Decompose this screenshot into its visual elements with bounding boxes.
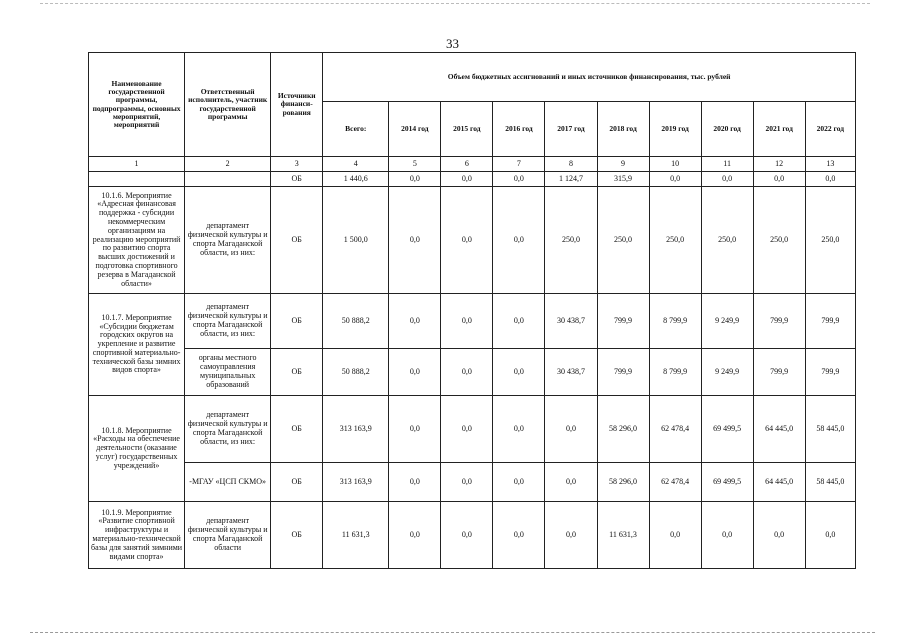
column-number: 8 <box>545 157 597 172</box>
row-value: 9 249,9 <box>701 349 753 396</box>
table-row <box>89 502 856 569</box>
row-value: 58 445,0 <box>805 463 855 502</box>
row-value: 0,0 <box>701 172 753 187</box>
row-value: 69 499,5 <box>701 396 753 463</box>
row-value: 0,0 <box>441 463 493 502</box>
row-name <box>89 172 185 187</box>
row-value: 0,0 <box>649 172 701 187</box>
row-value: 62 478,4 <box>649 396 701 463</box>
table-row <box>89 349 856 396</box>
row-value: 8 799,9 <box>649 294 701 349</box>
row-value: 0,0 <box>753 172 805 187</box>
row-value: 30 438,7 <box>545 294 597 349</box>
header-total: Всего: <box>323 102 389 157</box>
row-executor: органы местного самоуправления муниципальных образований <box>185 349 271 396</box>
row-source: ОБ <box>271 463 323 502</box>
row-name: 10.1.9. Мероприятие «Развитие спортивной инфраструктуры и материально-технической базы для занятий зимними видами спорта» <box>89 502 185 569</box>
row-value: 0,0 <box>441 172 493 187</box>
row-value: 799,9 <box>597 294 649 349</box>
column-number: 5 <box>389 157 441 172</box>
row-value: 0,0 <box>701 502 753 569</box>
column-number: 4 <box>323 157 389 172</box>
row-value: 62 478,4 <box>649 463 701 502</box>
row-value: 250,0 <box>649 187 701 294</box>
row-value: 250,0 <box>701 187 753 294</box>
row-value: 11 631,3 <box>597 502 649 569</box>
row-value: 1 440,6 <box>323 172 389 187</box>
column-number: 12 <box>753 157 805 172</box>
column-number: 11 <box>701 157 753 172</box>
row-value: 1 124,7 <box>545 172 597 187</box>
row-value: 0,0 <box>545 396 597 463</box>
row-executor: департамент физической культуры и спорта Магаданской области, из них: <box>185 187 271 294</box>
header-year: 2019 год <box>649 102 701 157</box>
row-value: 30 438,7 <box>545 349 597 396</box>
header-year: 2022 год <box>805 102 855 157</box>
row-name: 10.1.7. Мероприятие «Субсидии бюджетам городских округов на укрепление и развитие спортивной материально-технической базы зимних видов спорта» <box>89 294 185 396</box>
header-name: Наименование государственной программы, подпрограммы, основных мероприятий, мероприятий <box>89 53 185 157</box>
row-value: 799,9 <box>805 294 855 349</box>
header-year: 2020 год <box>701 102 753 157</box>
row-value: 58 296,0 <box>597 463 649 502</box>
row-value: 8 799,9 <box>649 349 701 396</box>
row-value: 799,9 <box>597 349 649 396</box>
row-executor: департамент физической культуры и спорта Магаданской области, из них: <box>185 396 271 463</box>
row-value: 0,0 <box>493 294 545 349</box>
header-row <box>89 53 856 102</box>
row-value: 69 499,5 <box>701 463 753 502</box>
row-value: 58 445,0 <box>805 396 855 463</box>
budget-table <box>88 52 856 569</box>
row-value: 9 249,9 <box>701 294 753 349</box>
row-value: 0,0 <box>441 294 493 349</box>
header-year: 2015 год <box>441 102 493 157</box>
row-executor: департамент физической культуры и спорта Магаданской области <box>185 502 271 569</box>
row-value: 0,0 <box>441 349 493 396</box>
table-row <box>89 396 856 463</box>
row-value: 58 296,0 <box>597 396 649 463</box>
row-value: 0,0 <box>805 502 855 569</box>
row-value: 315,9 <box>597 172 649 187</box>
row-value: 0,0 <box>753 502 805 569</box>
row-source: ОБ <box>271 502 323 569</box>
header-year: 2014 год <box>389 102 441 157</box>
column-number: 13 <box>805 157 855 172</box>
column-number: 1 <box>89 157 185 172</box>
row-value: 0,0 <box>389 463 441 502</box>
table-row <box>89 463 856 502</box>
header-source: Источники финанси-рования <box>271 53 323 157</box>
header-year: 2016 год <box>493 102 545 157</box>
row-name: 10.1.6. Мероприятие «Адресная финансовая поддержка - субсидии некоммерческим организациям на реализацию мероприятий по развитию спорта высших достижений и подготовка спортивного резерва в Магаданской области» <box>89 187 185 294</box>
row-source: ОБ <box>271 187 323 294</box>
row-value: 0,0 <box>389 187 441 294</box>
row-value: 0,0 <box>493 349 545 396</box>
row-value: 250,0 <box>545 187 597 294</box>
row-value: 0,0 <box>493 396 545 463</box>
row-source: ОБ <box>271 172 323 187</box>
row-value: 250,0 <box>753 187 805 294</box>
table-row <box>89 187 856 294</box>
row-source: ОБ <box>271 294 323 349</box>
header-year: 2021 год <box>753 102 805 157</box>
scan-edge-top <box>40 3 870 4</box>
header-volume: Объем бюджетных ассигнований и иных источников финансирования, тыс. рублей <box>323 53 856 102</box>
scan-edge-bottom <box>30 632 875 633</box>
row-value: 799,9 <box>805 349 855 396</box>
row-value: 0,0 <box>389 172 441 187</box>
row-executor <box>185 172 271 187</box>
column-number-row <box>89 157 856 172</box>
table-row <box>89 294 856 349</box>
row-value: 0,0 <box>441 502 493 569</box>
row-value: 0,0 <box>493 502 545 569</box>
row-executor: -МГАУ «ЦСП СКМО» <box>185 463 271 502</box>
column-number: 7 <box>493 157 545 172</box>
row-value: 64 445,0 <box>753 463 805 502</box>
column-number: 10 <box>649 157 701 172</box>
row-value: 0,0 <box>389 294 441 349</box>
row-value: 799,9 <box>753 349 805 396</box>
row-value: 0,0 <box>493 463 545 502</box>
row-value: 313 163,9 <box>323 396 389 463</box>
row-source: ОБ <box>271 396 323 463</box>
row-name: 10.1.8. Мероприятие «Расходы на обеспечение деятельности (оказание услуг) государственных учреждений» <box>89 396 185 502</box>
column-number: 3 <box>271 157 323 172</box>
row-value: 0,0 <box>389 349 441 396</box>
row-value: 0,0 <box>805 172 855 187</box>
row-value: 313 163,9 <box>323 463 389 502</box>
row-value: 0,0 <box>389 396 441 463</box>
row-value: 0,0 <box>493 172 545 187</box>
row-executor: департамент физической культуры и спорта Магаданской области, из них: <box>185 294 271 349</box>
column-number: 6 <box>441 157 493 172</box>
row-value: 0,0 <box>441 396 493 463</box>
column-number: 9 <box>597 157 649 172</box>
row-value: 799,9 <box>753 294 805 349</box>
row-value: 1 500,0 <box>323 187 389 294</box>
header-executor: Ответственный исполнитель, участник государственной программы <box>185 53 271 157</box>
header-year: 2017 год <box>545 102 597 157</box>
row-value: 0,0 <box>545 463 597 502</box>
row-value: 50 888,2 <box>323 349 389 396</box>
row-value: 50 888,2 <box>323 294 389 349</box>
row-source: ОБ <box>271 349 323 396</box>
row-value: 250,0 <box>597 187 649 294</box>
table-row <box>89 172 856 187</box>
row-value: 250,0 <box>805 187 855 294</box>
row-value: 0,0 <box>441 187 493 294</box>
header-year: 2018 год <box>597 102 649 157</box>
column-number: 2 <box>185 157 271 172</box>
row-value: 0,0 <box>493 187 545 294</box>
row-value: 0,0 <box>389 502 441 569</box>
row-value: 0,0 <box>649 502 701 569</box>
row-value: 64 445,0 <box>753 396 805 463</box>
page-number: 33 <box>446 36 459 51</box>
row-value: 0,0 <box>545 502 597 569</box>
row-value: 11 631,3 <box>323 502 389 569</box>
